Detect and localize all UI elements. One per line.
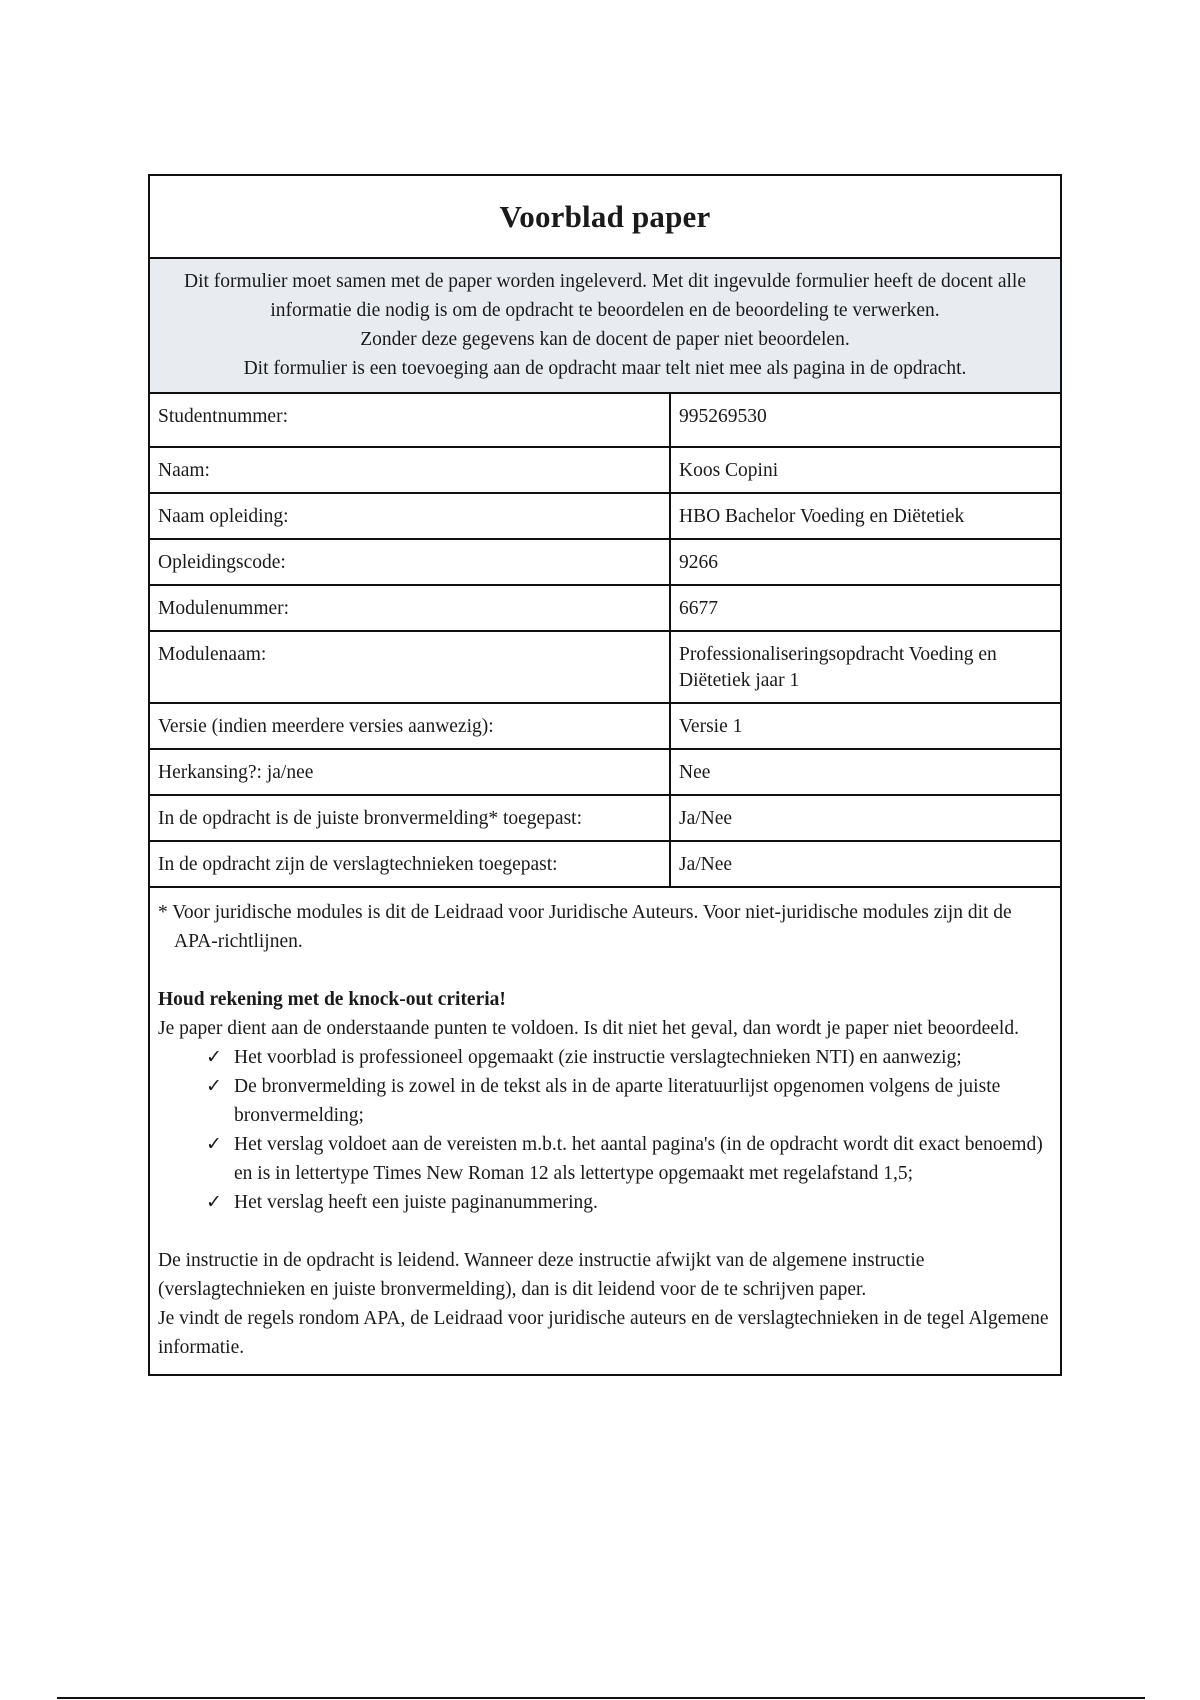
table-row-naam-opleiding: [150, 493, 1060, 539]
page-title: Voorblad paper: [499, 198, 711, 234]
intro-paragraph: Dit formulier is een toevoeging aan de opdracht maar telt niet mee als pagina in de opdracht.: [243, 358, 967, 379]
table-row-versie: [150, 703, 1060, 749]
cover-sheet-form: [148, 174, 1062, 1376]
intro-paragraph: Zonder deze gegevens kan de docent de paper niet beoordelen.: [360, 329, 850, 350]
field-value: 995269530: [670, 394, 1060, 447]
field-label: Modulenummer:: [150, 585, 670, 631]
field-value: Professionaliseringsopdracht Voeding en Diëtetiek jaar 1: [670, 631, 1060, 703]
field-label: Naam opleiding:: [150, 493, 670, 539]
check-mark-icon: ✓: [206, 1075, 222, 1097]
table-row-modulenaam: [150, 631, 1060, 703]
table-row-opleidingscode: [150, 539, 1060, 585]
criterion-text: De bronvermelding is zowel in de tekst als in de aparte literatuurlijst opgenomen volgens de juiste bronvermelding;: [234, 1076, 1001, 1126]
field-label: Versie (indien meerdere versies aanwezig):: [150, 703, 670, 749]
field-label: Naam:: [150, 447, 670, 493]
knockout-intro: Je paper dient aan de onderstaande punten te voldoen. Is dit niet het geval, dan wordt je paper niet beoordeeld.: [158, 1018, 1019, 1039]
field-value: 9266: [670, 539, 1060, 585]
field-label: Herkansing?: ja/nee: [150, 749, 670, 795]
table-row-studentnummer: [150, 394, 1060, 447]
title-row: [150, 176, 1060, 259]
closing-paragraph: Je vindt de regels rondom APA, de Leidraad voor juridische auteurs en de verslagtechnieken in de tegel Algemene informatie.: [158, 1308, 1049, 1358]
criterion-text: Het verslag voldoet aan de vereisten m.b.t. het aantal pagina's (in de opdracht wordt dit exact benoemd) en is in lettertype Times New Roman 12 als lettertype opgemaakt met regelafstand 1,5;: [234, 1134, 1043, 1184]
field-value: Nee: [670, 749, 1060, 795]
criterion-text: Het verslag heeft een juiste paginanummering.: [234, 1192, 598, 1213]
field-label: Opleidingscode:: [150, 539, 670, 585]
knockout-heading: Houd rekening met de knock-out criteria!: [158, 989, 506, 1010]
check-mark-icon: ✓: [206, 1133, 222, 1155]
field-value: Ja/Nee: [670, 841, 1060, 887]
field-value: Koos Copini: [670, 447, 1060, 493]
field-label: Studentnummer:: [150, 394, 670, 447]
closing-paragraph: De instructie in de opdracht is leidend. Wanneer deze instructie afwijkt van de algemene instructie (verslagtechnieken en juiste bronvermelding), dan is dit leidend voor de te schrijven paper.: [158, 1250, 925, 1300]
field-label: In de opdracht zijn de verslagtechnieken toegepast:: [150, 841, 670, 887]
table-row-modulenummer: [150, 585, 1060, 631]
page-bottom-divider: [57, 1697, 1145, 1699]
spacer: [158, 1217, 1052, 1246]
table-row-bronvermelding: [150, 795, 1060, 841]
knockout-criteria-list: [158, 1043, 1052, 1217]
intro-paragraph: Dit formulier moet samen met de paper worden ingeleverd. Met dit ingevulde formulier heeft de docent alle informatie die nodig is om de opdracht te beoordelen en de beoordeling te verwerken.: [184, 271, 1026, 321]
table-row-naam: [150, 447, 1060, 493]
table-row-herkansing: [150, 749, 1060, 795]
footnote: * Voor juridische modules is dit de Leidraad voor Juridische Auteurs. Voor niet-juridische modules zijn dit de APA-richtlijnen.: [158, 902, 1012, 952]
field-label: In de opdracht is de juiste bronvermelding* toegepast:: [150, 795, 670, 841]
intro-box: [150, 259, 1060, 394]
list-item: [206, 1130, 1052, 1188]
field-value: HBO Bachelor Voeding en Diëtetiek: [670, 493, 1060, 539]
field-label: Modulenaam:: [150, 631, 670, 703]
student-info-table: [150, 394, 1060, 888]
list-item: [206, 1072, 1052, 1130]
notes-section: [150, 888, 1060, 1374]
field-value: Versie 1: [670, 703, 1060, 749]
table-row-verslagtechnieken: [150, 841, 1060, 887]
check-mark-icon: ✓: [206, 1046, 222, 1068]
list-item: [206, 1043, 1052, 1072]
spacer: [158, 956, 1052, 985]
list-item: [206, 1188, 1052, 1217]
check-mark-icon: ✓: [206, 1191, 222, 1213]
criterion-text: Het voorblad is professioneel opgemaakt (zie instructie verslagtechnieken NTI) en aanwezig;: [234, 1047, 962, 1068]
field-value: 6677: [670, 585, 1060, 631]
field-value: Ja/Nee: [670, 795, 1060, 841]
